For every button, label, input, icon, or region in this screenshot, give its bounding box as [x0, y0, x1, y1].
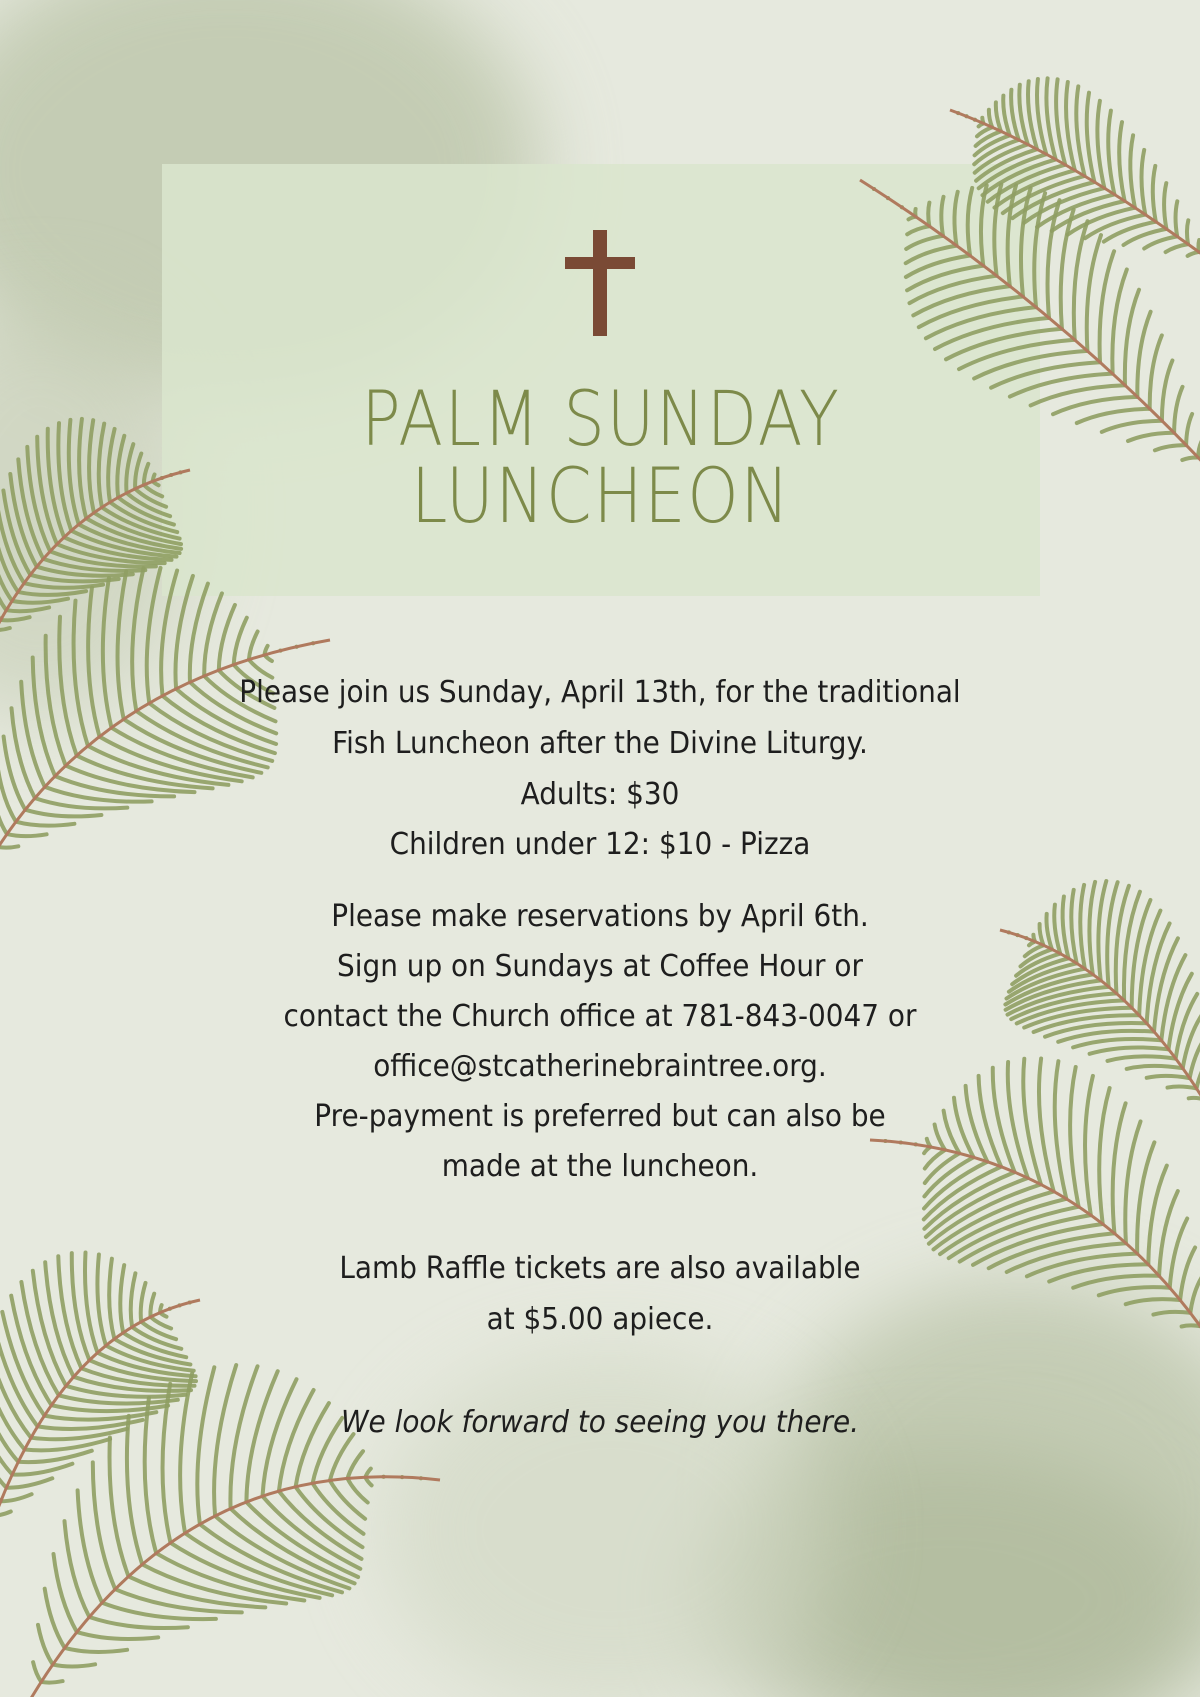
title-line-2: LUNCHEON — [410, 451, 792, 540]
title-line-1: PALM SUNDAY — [361, 374, 841, 463]
raffle-line: Lamb Raffle tickets are also available — [339, 1251, 861, 1286]
reservation-line: Pre-payment is preferred but can also be — [314, 1099, 886, 1134]
cross-icon — [565, 230, 635, 336]
adults-price: Adults: $30 — [520, 777, 680, 812]
palm-frond-icon — [950, 78, 1200, 260]
reservation-line: Sign up on Sundays at Coffee Hour or — [337, 949, 863, 984]
palm-frond-icon — [0, 419, 190, 640]
palm-frond-icon — [0, 568, 330, 860]
reservation-line: made at the luncheon. — [441, 1149, 759, 1184]
raffle-line: at $5.00 apiece. — [486, 1302, 714, 1337]
children-price: Children under 12: $10 - Pizza — [389, 827, 811, 862]
reservation-line: contact the Church office at 781-843-0047 or — [283, 999, 917, 1034]
email-address: office@stcatherinebraintree.org. — [373, 1049, 827, 1084]
palm-frond-icon — [870, 1059, 1200, 1341]
details-line: Fish Luncheon after the Divine Liturgy. — [332, 726, 868, 761]
details-line: Please join us Sunday, April 13th, for the traditional — [239, 675, 961, 710]
reservation-line: Please make reservations by April 6th. — [331, 899, 869, 934]
closing-line: We look forward to seeing you there. — [340, 1405, 860, 1440]
